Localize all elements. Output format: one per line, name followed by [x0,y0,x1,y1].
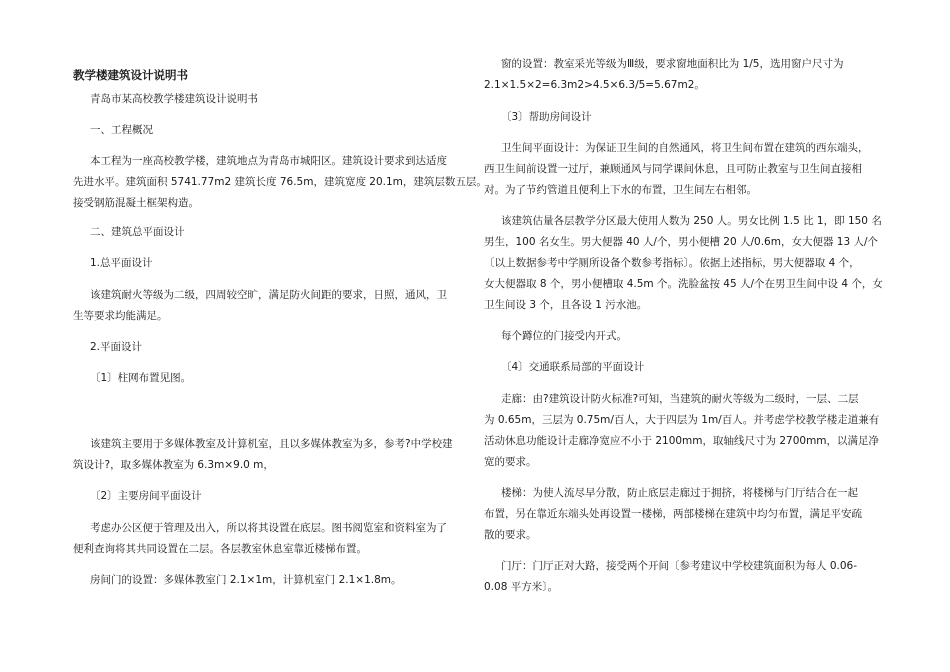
paragraph-line: 布置，另在靠近东端头处再设置一楼梯，两部楼梯在建筑中均匀布置，满足平安疏 [484,508,862,520]
paragraph-line: 卫生间平面设计：为保证卫生间的自然通风，将卫生间布置在建筑的西东端头， [501,142,869,154]
paragraph-line: 筑设计?，取多媒体教室为 6.3m×9.0 m， [73,459,274,471]
subsection-heading: 1.总平面设计 [90,257,153,269]
paragraph-line: 考虑办公区便于管理及出入，所以将其设置在底层。图书阅览室和资料室为了 [90,522,447,534]
paragraph-line: 卫生间设 3 个，且各设 1 污水池。 [484,299,648,311]
paragraph-line: 接受钢筋混凝土框架构造。 [73,197,199,209]
paragraph-line: 男生，100 名女生。男大便器 40 人/个，男小便槽 20 人/0.6m，女大便器 13 人/个 [484,236,879,248]
paragraph-line: 散的要求。 [484,529,537,541]
paragraph-line: 该建筑估量各层教学分区最大使用人数为 250 人。男女比例 1.5 比 1，即 150 名 [501,215,882,227]
paragraph-line: 便利查询将其共同设置在二层。各层教室休息室靠近楼梯布置。 [73,543,367,555]
paragraph-line: 对。为了节约管道且便利上下水的布置，卫生间左右相邻。 [484,184,757,196]
subsection-heading: 2.平面设计 [90,341,143,353]
paragraph-line: 0.08 平方米〕。 [484,581,558,593]
paragraph-line: 为 0.65m，三层为 0.75m/百人，大于四层为 1m/百人。并考虑学校教学楼走道兼有 [484,414,880,426]
list-item: 〔1〕柱网布置见图。 [90,372,192,384]
list-item: 〔3〕帮助房间设计 [501,111,592,123]
paragraph-line: 走廊：由?建筑设计防火标准?可知，当建筑的耐火等级为二级时，一层、二层 [501,393,859,405]
paragraph-line: 本工程为一座高校教学楼，建筑地点为青岛市城阳区。建筑设计要求到达适度 [90,155,447,167]
paragraph-line: 楼梯：为使人流尽早分散，防止底层走廊过于拥挤，将楼梯与门厅结合在一起 [501,487,858,499]
paragraph-line: 窗的设置：教室采光等级为Ⅲ级，要求窗地面积比为 1/5，选用窗户尺寸为 [501,58,844,70]
paragraph-line: 女大便器取 8 个，男小便槽取 4.5m 个。洗脸盆按 45 人/个在男卫生间中设 4 个，女 [484,278,883,290]
paragraph-line: 该建筑主要用于多媒体教室及计算机室，且以多媒体教室为多，参考?中学校建 [90,438,453,450]
paragraph-line: 活动休息功能设计走廊净宽应不小于 2100mm，取轴线尺寸为 2700mm，以满足净 [484,435,880,447]
document-subtitle: 青岛市某高校教学楼建筑设计说明书 [90,93,258,105]
list-item: 〔4〕交通联系局部的平面设计 [501,361,645,373]
section-heading-overview: 一、工程概况 [90,124,153,136]
paragraph-line: 先进水平。建筑面积 5741.77m2 建筑长度 76.5m，建筑宽度 20.1m，建筑层数五层。 [73,176,487,188]
paragraph-line: 门厅：门厅正对大路，接受两个开间〔参考建议中学校建筑面积为每人 0.06- [501,560,858,572]
paragraph-line: 每个蹲位的门接受内开式。 [501,330,627,342]
paragraph-line: 生等要求均能满足。 [73,310,168,322]
document-title: 教学楼建筑设计说明书 [73,68,188,82]
list-item: 〔2〕主要房间平面设计 [90,490,202,502]
paragraph-line: 宽的要求。 [484,456,537,468]
section-heading-site-plan: 二、建筑总平面设计 [90,226,185,238]
paragraph-line: 〔以上数据参考中学厕所设备个数参考指标〕。依据上述指标，男大便器取 4 个， [484,257,860,269]
paragraph-line: 房间门的设置：多媒体教室门 2.1×1m，计算机室门 2.1×1.8m。 [90,574,402,586]
paragraph-line: 2.1×1.5×2=6.3m2>4.5×6.3/5=5.67m2。 [484,79,705,91]
paragraph-line: 该建筑耐火等级为二级，四周较空旷，满足防火间距的要求，日照，通风，卫 [90,289,447,301]
paragraph-line: 西卫生间前设置一过厅，兼顾通风与同学课间休息，且可防止教室与卫生间直接相 [484,163,862,175]
